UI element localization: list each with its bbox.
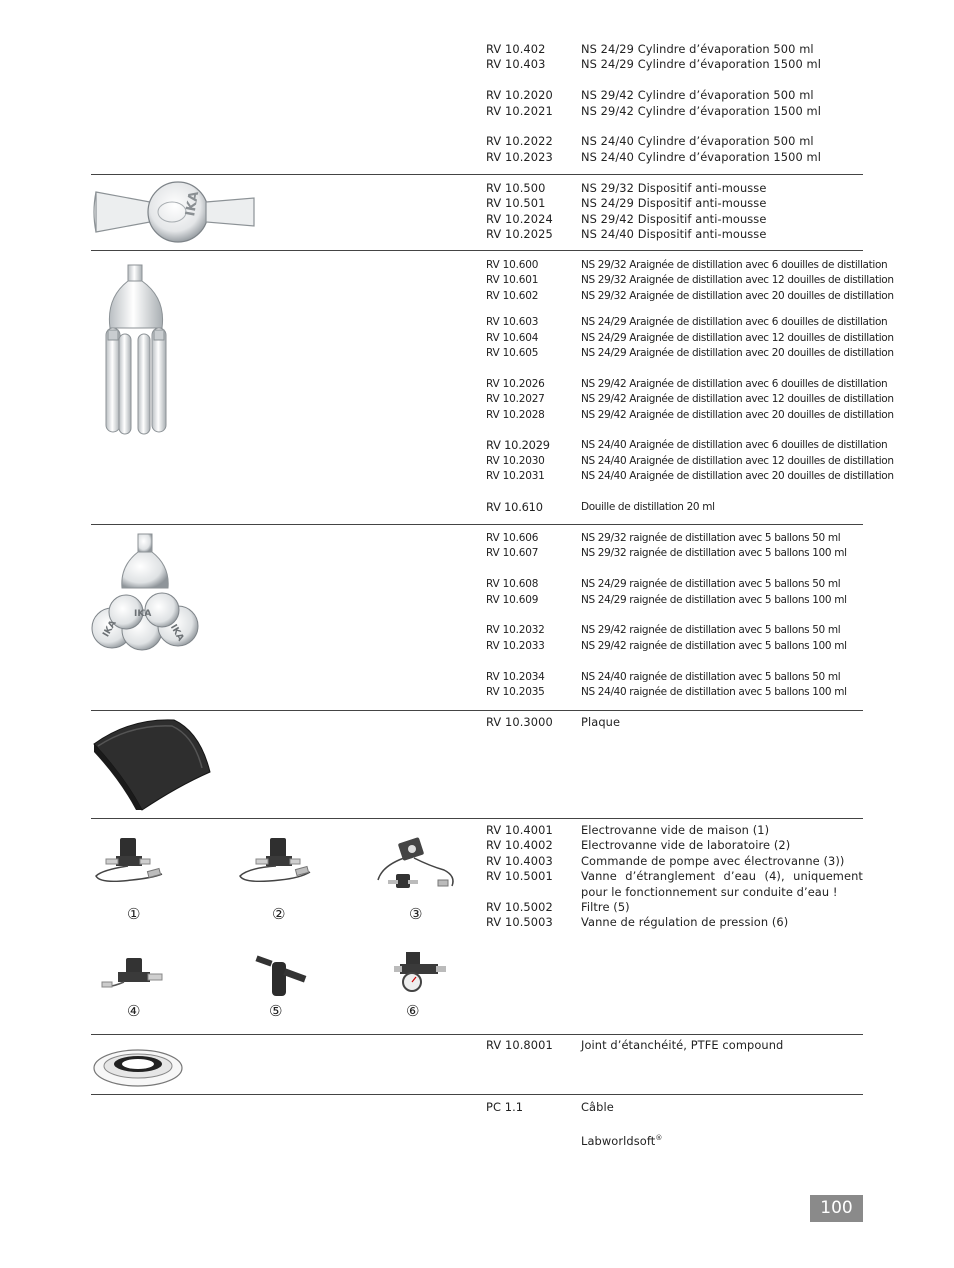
item-code: RV 10.2024 [486,211,553,226]
list-item [486,377,888,392]
item-code: RV 10.5001 [486,869,553,884]
list-item [486,500,864,515]
item-code: RV 10.403 [486,57,546,72]
divider [91,174,863,175]
item-desc: NS 29/32 Araignée de distillation avec 12 douilles de distillation [581,274,894,287]
marker-1: ① [127,905,141,923]
cylinder-list [486,42,864,165]
item-code: RV 10.2027 [486,393,545,406]
list-item [486,915,864,930]
plate-list [486,715,864,730]
brand-mark: IKA [101,618,119,639]
item-desc: NS 24/29 Cylindre d’évaporation 1500 ml [581,57,822,72]
brand-mark: IKA [183,190,203,218]
divider [91,710,863,711]
item-desc: Joint d’étanchéité, PTFE compound [581,1038,784,1052]
item-code: RV 10.2033 [486,639,545,652]
list-item [486,289,894,304]
list-item [486,469,894,484]
item-code: RV 10.2034 [486,670,545,683]
item-desc: Plaque [581,715,621,729]
item-code: RV 10.2032 [486,624,545,637]
list-item [486,392,894,407]
item-desc: NS 24/40 Araignée de distillation avec 20 douilles de distillation [581,470,894,483]
marker-2: ② [272,905,286,923]
item-desc: NS 29/42 Dispositif anti-mousse [581,211,767,226]
item-desc: NS 24/29 Cylindre d’évaporation 500 ml [581,42,814,56]
item-desc: Commande de pompe avec électrovanne (3)) [581,853,845,868]
item-code: RV 10.2028 [486,408,545,421]
item-desc: NS 29/32 Araignée de distillation avec 6 douilles de distillation [581,259,888,271]
item-desc: NS 24/40 Cylindre d’évaporation 500 ml [581,134,814,149]
item-code: RV 10.610 [486,499,543,514]
item-code: RV 10.609 [486,593,539,606]
antifoam-device-image [92,178,260,250]
item-desc: NS 29/32 raignée de distillation avec 5 ballons 50 ml [581,532,841,544]
list-item [486,331,894,346]
list-item [486,181,864,196]
item-desc: NS 29/42 Cylindre d’évaporation 1500 ml [581,103,822,118]
item-desc: NS 29/32 Araignée de distillation avec 20 douilles de distillation [581,289,894,302]
item-code: RV 10.606 [486,532,539,544]
list-item [486,227,864,242]
valve-list [486,823,864,931]
item-desc: NS 24/29 Dispositif anti-mousse [581,196,767,211]
divider [91,1094,863,1095]
item-desc: Electrovanne vide de maison (1) [581,823,770,837]
item-code: RV 10.2021 [486,103,553,118]
list-item [486,258,888,273]
list-item [486,854,864,869]
item-desc: NS 24/29 Araignée de distillation avec 20 douilles de distillation [581,346,894,359]
plate-image [90,714,214,812]
item-desc: NS 29/42 Cylindre d’évaporation 500 ml [581,88,814,103]
item-desc: NS 24/29 Araignée de distillation avec 6 douilles de distillation [581,316,888,329]
list-item [486,454,894,469]
marker-4: ④ [127,1002,141,1020]
brand-mark: IKA [134,609,152,619]
list-item [486,134,864,149]
item-code: RV 10.2035 [486,685,545,698]
item-desc: NS 29/42 Araignée de distillation avec 6 douilles de distillation [581,377,888,390]
item-desc: NS 24/29 raignée de distillation avec 5 ballons 100 ml [581,593,847,606]
item-code: RV 10.5002 [486,899,553,914]
ptfe-seal-image [90,1044,186,1090]
list-item [486,639,864,654]
seal-list [486,1038,864,1053]
item-desc: Câble [581,1100,614,1114]
list-item [486,104,864,119]
item-code: RV 10.2031 [486,470,545,483]
item-desc: NS 29/32 Dispositif anti-mousse [581,181,767,195]
item-desc: NS 24/40 raignée de distillation avec 5 ballons 50 ml [581,670,841,683]
spider-with-balloons-image [90,532,202,654]
item-code: RV 10.4002 [486,838,553,853]
brand-mark: IKA [167,623,186,644]
item-desc: NS 24/40 Araignée de distillation avec 12 douilles de distillation [581,454,894,467]
list-item [486,670,864,685]
item-code: RV 10.501 [486,196,546,211]
divider [91,524,863,525]
item-desc: Electrovanne vide de laboratoire (2) [581,838,791,853]
item-code: RV 10.2030 [486,454,545,467]
water-throttle-valve-image [100,954,166,996]
item-desc: NS 29/42 raignée de distillation avec 5 ballons 100 ml [581,639,847,652]
marker-6: ⑥ [406,1002,420,1020]
lab-vacuum-valve-image [236,834,314,886]
item-code: RV 10.2020 [486,88,553,103]
item-code: RV 10.604 [486,331,539,344]
divider [91,818,863,819]
list-item [486,315,888,330]
list-item [486,346,894,361]
list-item [486,212,864,227]
item-desc: NS 24/40 Dispositif anti-mousse [581,227,767,242]
list-item [486,838,864,853]
list-item [486,196,864,211]
list-item [486,57,864,72]
filter-image [254,952,312,1000]
item-desc: NS 29/32 raignée de distillation avec 5 ballons 100 ml [581,547,847,560]
item-desc: NS 24/29 Araignée de distillation avec 12 douilles de distillation [581,331,894,344]
item-desc: Douille de distillation 20 ml [581,500,715,513]
divider [91,1034,863,1035]
spider-list [486,258,894,515]
list-item [486,438,888,453]
list-item [486,869,864,900]
list-item [486,1131,864,1146]
item-code: RV 10.608 [486,578,539,591]
balloon-spider-list [486,531,864,700]
item-code: PC 1.1 [486,1100,524,1114]
list-item [486,1100,864,1115]
item-desc: NS 29/42 raignée de distillation avec 5 ballons 50 ml [581,624,841,637]
item-code: RV 10.5003 [486,915,553,930]
item-code: RV 10.2023 [486,149,553,164]
item-code: RV 10.2026 [486,377,545,390]
cable-list [486,1100,864,1146]
item-code: RV 10.8001 [486,1038,553,1052]
list-item [486,1038,864,1053]
pump-controller-image [374,836,460,900]
list-item [486,531,864,546]
list-item [486,900,864,915]
item-desc: Filtre (5) [581,899,630,914]
list-item [486,593,864,608]
item-desc: NS 24/29 raignée de distillation avec 5 ballons 50 ml [581,578,841,591]
item-code: RV 10.4003 [486,853,553,868]
item-code: RV 10.2029 [486,438,550,453]
list-item [486,577,864,592]
antifoam-list [486,181,864,243]
list-item [486,546,864,561]
house-vacuum-valve-image [92,834,166,886]
item-code: RV 10.602 [486,289,539,302]
item-desc: NS 29/42 Araignée de distillation avec 12 douilles de distillation [581,393,894,406]
item-code: RV 10.2025 [486,227,553,242]
item-code: RV 10.601 [486,274,539,287]
item-desc: NS 24/40 Araignée de distillation avec 6 douilles de distillation [581,439,888,452]
distillation-spider-image [100,262,172,438]
software-label: Labworldsoft [581,1133,656,1148]
marker-3: ③ [409,905,423,923]
list-item [486,685,864,700]
list-item [486,823,864,838]
item-code: RV 10.600 [486,259,539,271]
pressure-regulator-image [392,948,450,998]
registered-mark: ® [655,1133,663,1142]
list-item [486,42,864,57]
item-desc: NS 24/40 Cylindre d’évaporation 1500 ml [581,149,822,164]
list-item [486,408,894,423]
item-code: RV 10.4001 [486,823,553,837]
page-number: 100 [810,1195,863,1222]
item-desc: NS 24/40 raignée de distillation avec 5 ballons 100 ml [581,685,847,698]
list-item [486,623,864,638]
marker-5: ⑤ [269,1002,283,1020]
software-name [581,1131,662,1149]
item-code: RV 10.500 [486,181,546,195]
item-code: RV 10.2022 [486,134,553,149]
list-item [486,150,864,165]
item-code: RV 10.3000 [486,715,553,729]
list-item [486,715,864,730]
item-desc: Vanne de régulation de pression (6) [581,915,789,930]
item-code: RV 10.607 [486,547,539,560]
item-code: RV 10.402 [486,42,546,56]
divider [91,250,863,251]
list-item [486,88,864,103]
item-desc: NS 29/42 Araignée de distillation avec 20 douilles de distillation [581,408,894,421]
list-item [486,273,894,288]
item-desc: Vanne d’étranglement d’eau (4), uniquement pour le fonctionnement sur conduite d’eau ! [581,869,863,899]
item-code: RV 10.605 [486,346,539,359]
item-code: RV 10.603 [486,316,539,329]
